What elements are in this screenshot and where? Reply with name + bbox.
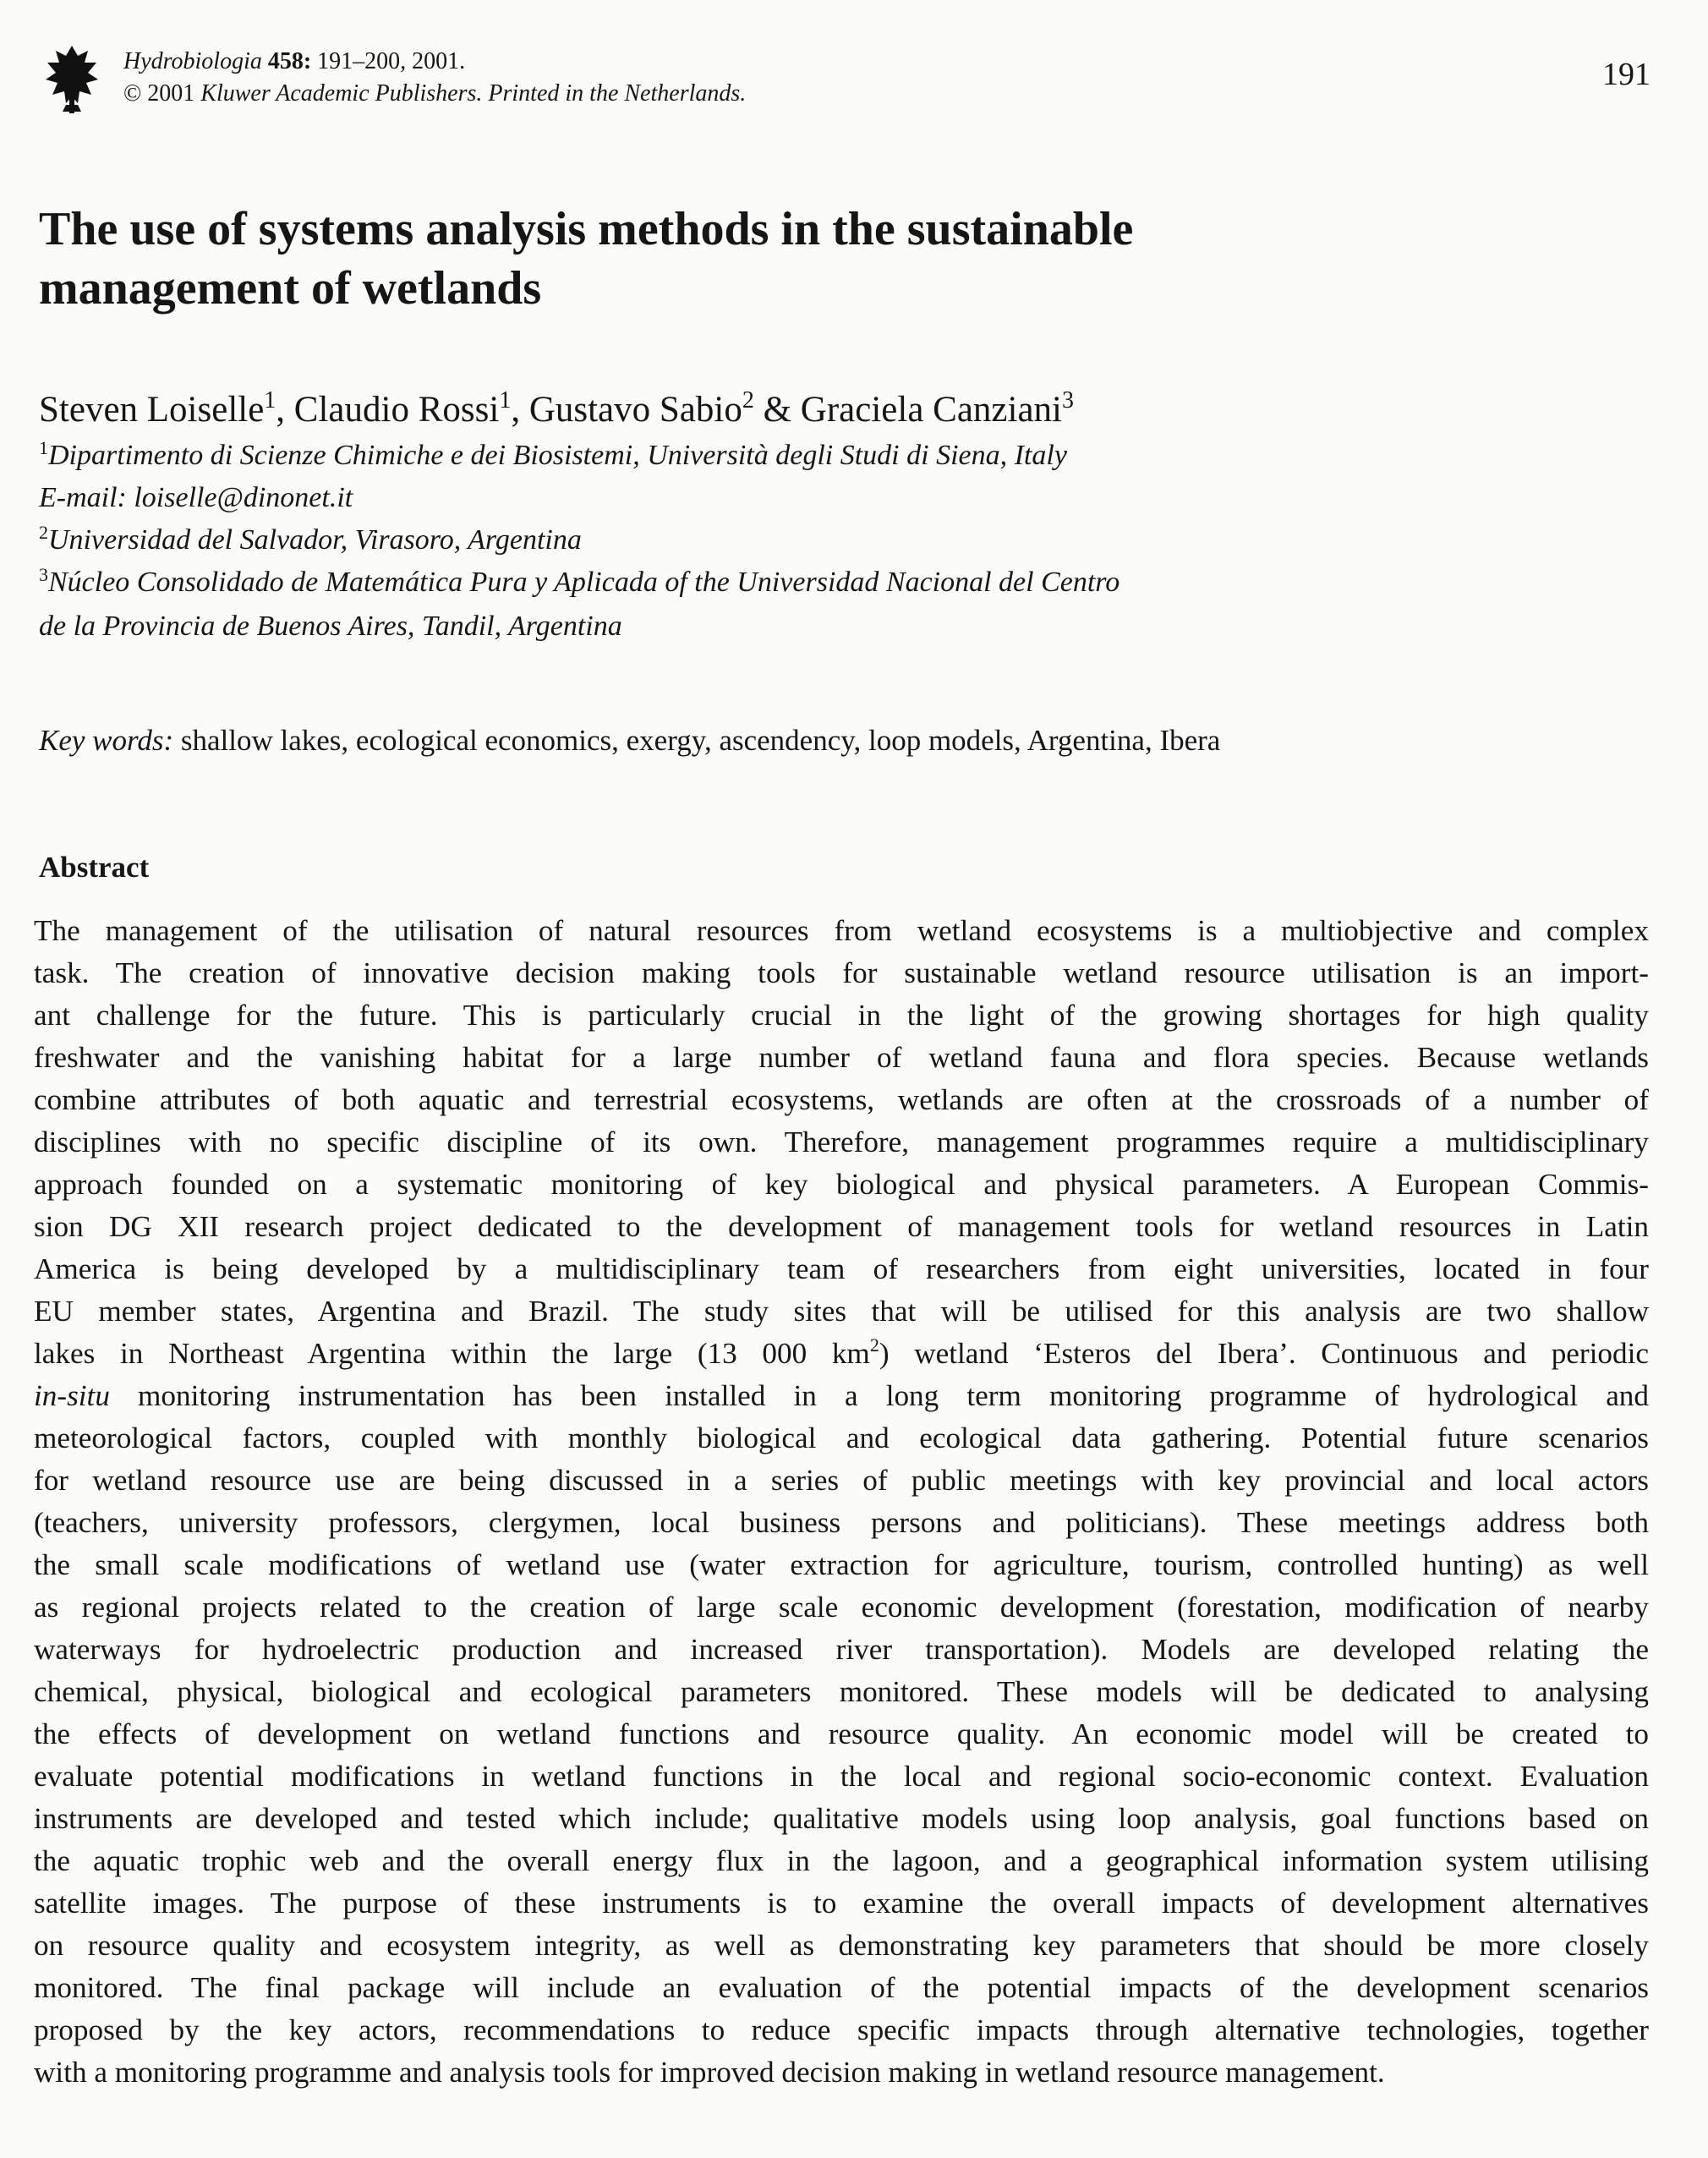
affiliation-3-continued bbox=[39, 609, 622, 644]
abstract-line: with a monitoring programme and analysis tools for improved decision making in wetland resource management. bbox=[34, 2056, 1385, 2089]
abstract-line: waterways for hydroelectric production and increased river transportation). Models are developed relating the bbox=[34, 1633, 1649, 1666]
author-email bbox=[39, 480, 353, 516]
abstract-text: ) wetland ‘Esteros del Ibera’. Continuous and periodic bbox=[879, 1337, 1649, 1370]
abstract-line: freshwater and the vanishing habitat for a large number of wetland fauna and flora species. Because wetlands bbox=[34, 1041, 1649, 1074]
abstract-line: evaluate potential modifications in wetland functions in the local and regional socio-economic context. Evaluation bbox=[34, 1760, 1649, 1793]
abstract-line: ant challenge for the future. This is particularly crucial in the light of the growing shortages for high quality bbox=[34, 999, 1649, 1032]
abstract-line: on resource quality and ecosystem integrity, as well as demonstrating key parameters that should be more closely bbox=[34, 1929, 1649, 1962]
title-line-2: management of wetlands bbox=[39, 262, 542, 315]
abstract-line: the effects of development on wetland functions and resource quality. An economic model will be created to bbox=[34, 1717, 1649, 1750]
paper-title bbox=[39, 200, 1307, 318]
abstract-line: disciplines with no specific discipline of its own. Therefore, management programmes require a multidisciplinary bbox=[34, 1126, 1649, 1158]
abstract-body bbox=[34, 910, 1649, 2094]
abstract-line: the small scale modifications of wetland use (water extraction for agriculture, tourism, controlled hunting) as well bbox=[34, 1548, 1649, 1581]
email-text: E-mail: loiselle@dinonet.it bbox=[39, 482, 353, 513]
abstract-text: lakes in Northeast Argentina within the large (13 000 km bbox=[34, 1337, 870, 1370]
journal-citation bbox=[123, 47, 465, 76]
abstract-line bbox=[34, 1375, 1649, 1417]
abstract-line: EU member states, Argentina and Brazil. The study sites that will be utilised for this analysis are two shallow bbox=[34, 1295, 1649, 1328]
keywords-label: Key words: bbox=[39, 724, 174, 757]
abstract-line bbox=[34, 1333, 1649, 1375]
journal-copyright bbox=[123, 79, 746, 108]
journal-volume: 458: bbox=[267, 48, 312, 74]
author-name: Steven Loiselle bbox=[39, 390, 265, 430]
abstract-line: proposed by the key actors, recommendations to reduce specific impacts through alternative technologies, together bbox=[34, 2013, 1649, 2046]
abstract-line: combine attributes of both aquatic and terrestrial ecosystems, wetlands are often at the crossroads of a number of bbox=[34, 1083, 1649, 1116]
publisher-name: Kluwer Academic Publishers. bbox=[200, 80, 483, 107]
author-affiliation-mark: 3 bbox=[1062, 387, 1074, 414]
publisher-logo-icon bbox=[44, 44, 100, 115]
printed-location: Printed in the Netherlands. bbox=[488, 80, 747, 107]
journal-name: Hydrobiologia bbox=[123, 48, 262, 74]
affiliation-mark: 2 bbox=[39, 522, 48, 543]
author-affiliation-mark: 2 bbox=[742, 387, 754, 414]
abstract-line: for wetland resource use are being discussed in a series of public meetings with key provincial and local actors bbox=[34, 1464, 1649, 1497]
author-name: Gustavo Sabio bbox=[528, 390, 742, 430]
copyright-symbol: © bbox=[123, 80, 142, 107]
author-list bbox=[39, 387, 1074, 433]
author-name: Claudio Rossi bbox=[293, 390, 500, 430]
superscript: 2 bbox=[869, 1334, 879, 1356]
abstract-line: The management of the utilisation of natural resources from wetland ecosystems is a multiobjective and complex bbox=[34, 914, 1649, 947]
abstract-line: meteorological factors, coupled with monthly biological and ecological data gathering. Potential future scenarios bbox=[34, 1421, 1649, 1454]
abstract-line: satellite images. The purpose of these instruments is to examine the overall impacts of development alternatives bbox=[34, 1887, 1649, 1920]
author-affiliation-mark: 1 bbox=[499, 387, 512, 414]
author-name: Graciela Canziani bbox=[800, 390, 1062, 430]
abstract-line: monitored. The final package will include an evaluation of the potential impacts of the development scenarios bbox=[34, 1971, 1649, 2004]
abstract-line: (teachers, university professors, clergymen, local business persons and politicians). These meetings address both bbox=[34, 1506, 1649, 1539]
affiliation-mark: 1 bbox=[39, 437, 48, 458]
author-separator: , bbox=[276, 390, 294, 430]
keywords bbox=[39, 722, 1220, 759]
abstract-line: instruments are developed and tested which include; qualitative models using loop analysis, goal functions based on bbox=[34, 1802, 1649, 1835]
affiliation-text: Dipartimento di Scienze Chimiche e dei Biosistemi, Università degli Studi di Siena, Italy bbox=[48, 440, 1067, 471]
affiliation-mark: 3 bbox=[39, 564, 48, 585]
keywords-text: shallow lakes, ecological economics, exergy, ascendency, loop models, Argentina, Ibera bbox=[180, 724, 1221, 757]
affiliation-text: de la Provincia de Buenos Aires, Tandil, Argentina bbox=[39, 611, 622, 642]
abstract-text: monitoring instrumentation has been installed in a long term monitoring programme of hydrological and bbox=[109, 1379, 1649, 1412]
journal-pages-year: 191–200, 2001. bbox=[317, 48, 466, 74]
affiliation-text: Núcleo Consolidado de Matemática Pura y Aplicada of the Universidad Nacional del Centro bbox=[48, 567, 1120, 598]
abstract-line: the aquatic trophic web and the overall energy flux in the lagoon, and a geographical information system utilising bbox=[34, 1844, 1649, 1877]
title-line-1: The use of systems analysis methods in the sustainable bbox=[39, 203, 1134, 255]
page-number: 191 bbox=[1602, 57, 1651, 92]
abstract-heading: Abstract bbox=[39, 851, 150, 884]
author-affiliation-mark: 1 bbox=[264, 387, 276, 414]
abstract-italic-term: in-situ bbox=[34, 1379, 110, 1412]
abstract-line: approach founded on a systematic monitoring of key biological and physical parameters. A European Commis- bbox=[34, 1168, 1649, 1201]
copyright-year: 2001 bbox=[147, 80, 195, 107]
affiliation-2 bbox=[39, 523, 582, 558]
affiliation-1 bbox=[39, 438, 1067, 474]
affiliation-3 bbox=[39, 565, 1120, 600]
abstract-line: America is being developed by a multidisciplinary team of researchers from eight universities, located in four bbox=[34, 1252, 1649, 1285]
abstract-line: sion DG XII research project dedicated to the development of management tools for wetland resources in Latin bbox=[34, 1210, 1649, 1243]
abstract-line: chemical, physical, biological and ecological parameters monitored. These models will be dedicated to analysing bbox=[34, 1675, 1649, 1708]
abstract-line: as regional projects related to the creation of large scale economic development (forestation, modification of nearby bbox=[34, 1591, 1649, 1624]
author-separator: & bbox=[753, 390, 801, 430]
abstract-line: task. The creation of innovative decision making tools for sustainable wetland resource utilisation is an import- bbox=[34, 956, 1649, 989]
affiliation-text: Universidad del Salvador, Virasoro, Argentina bbox=[48, 524, 582, 556]
author-separator: , bbox=[511, 390, 529, 430]
